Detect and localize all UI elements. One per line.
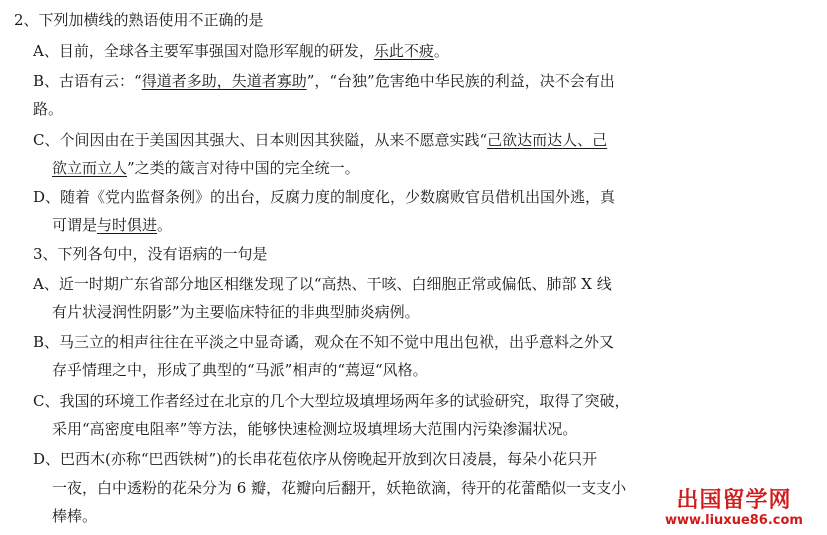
q3-option-a-continuation: 有片状浸润性阴影”为主要临床特征的非典型肺炎病例。: [52, 303, 420, 321]
watermark-url: www.liuxue86.com: [665, 513, 803, 528]
underlined-idiom-part-1: 己欲达而达人、己: [487, 131, 608, 149]
question-3-title: 3、下列各句中，没有语病的一句是: [33, 245, 268, 263]
option-label: D、: [33, 188, 61, 206]
q3-option-b-continuation: 存乎情理之中，形成了典型的“马派”相声的“蔫逗“风格。: [52, 361, 428, 379]
q2-option-b: [33, 71, 615, 91]
option-label: C、: [33, 392, 60, 410]
q3-option-c: [33, 391, 630, 411]
q3-option-c-continuation: 采用“高密度电阻率”等方法，能够快速检测垃圾填埋场大范围内污染渗漏状况。: [52, 420, 578, 438]
option-text: 可谓是: [52, 216, 98, 234]
option-text: 目前，全球各主要军事强国对隐形军舰的研发，: [58, 42, 374, 60]
q3-option-a: [33, 274, 612, 294]
q2-option-a: [33, 41, 449, 61]
option-text: 巴西木(亦称“巴西铁树”)的长串花苞依序从傍晚起开放到次日凌晨，每朵小花只开: [60, 450, 598, 468]
q2-option-d-continuation: [52, 215, 172, 235]
option-label: D、: [33, 450, 61, 468]
option-text: 个间因由在于美国因其强大、日本则因其狭隘，从来不愿意实践“: [59, 131, 488, 149]
q3-option-d-continuation-2: 棒棒。: [52, 507, 98, 525]
underlined-idiom-part-2: 欲立而立人: [52, 159, 128, 177]
option-text-end: 。: [157, 216, 173, 234]
q2-option-c-continuation: [52, 158, 360, 178]
q2-option-c: [33, 130, 607, 150]
option-text: 随着《党内监督条例》的出台，反腐力度的制度化，少数腐败官员借机出国外逃，真: [60, 188, 616, 206]
q3-option-b: [33, 332, 614, 352]
option-label: A、: [33, 275, 59, 293]
q2-option-b-continuation: 路。: [33, 100, 64, 118]
option-text-end: ”之类的箴言对待中国的完全统一。: [127, 159, 360, 177]
question-2-title: 2、下列加横线的熟语使用不正确的是: [14, 11, 264, 29]
option-label: B、: [33, 333, 60, 351]
option-text-end: ”，“台独”危害绝中华民族的利益，决不会有出: [306, 72, 615, 90]
option-text: 我国的环境工作者经过在北京的几个大型垃圾填埋场两年多的试验研究，取得了突破，: [59, 392, 630, 410]
option-text: 近一时期广东省部分地区相继发现了以“高热、干咳、白细胞正常或偏低、肺部 X 线: [58, 275, 612, 293]
underlined-idiom: 得道者多助，失道者寡助: [141, 72, 307, 90]
q2-option-d: [33, 187, 615, 207]
q3-option-d-continuation: 一夜，白中透粉的花朵分为 6 瓣，花瓣向后翻开，妖艳欲滴，待开的花蕾酷似一支支小: [52, 479, 627, 497]
q3-option-d: [33, 449, 597, 469]
option-label: B、: [33, 72, 60, 90]
option-label: A、: [33, 42, 59, 60]
option-label: C、: [33, 131, 60, 149]
option-text-end: 。: [433, 42, 449, 60]
watermark-logo: [659, 489, 809, 529]
watermark-title: 出国留学网: [676, 488, 792, 513]
option-text: 古语有云：“: [59, 72, 142, 90]
option-text: 马三立的相声往往在平淡之中显奇谲，观众在不知不觉中甩出包袱，出乎意料之外又: [59, 333, 615, 351]
underlined-idiom: 与时俱进: [97, 216, 158, 234]
underlined-idiom: 乐此不疲: [373, 42, 434, 60]
